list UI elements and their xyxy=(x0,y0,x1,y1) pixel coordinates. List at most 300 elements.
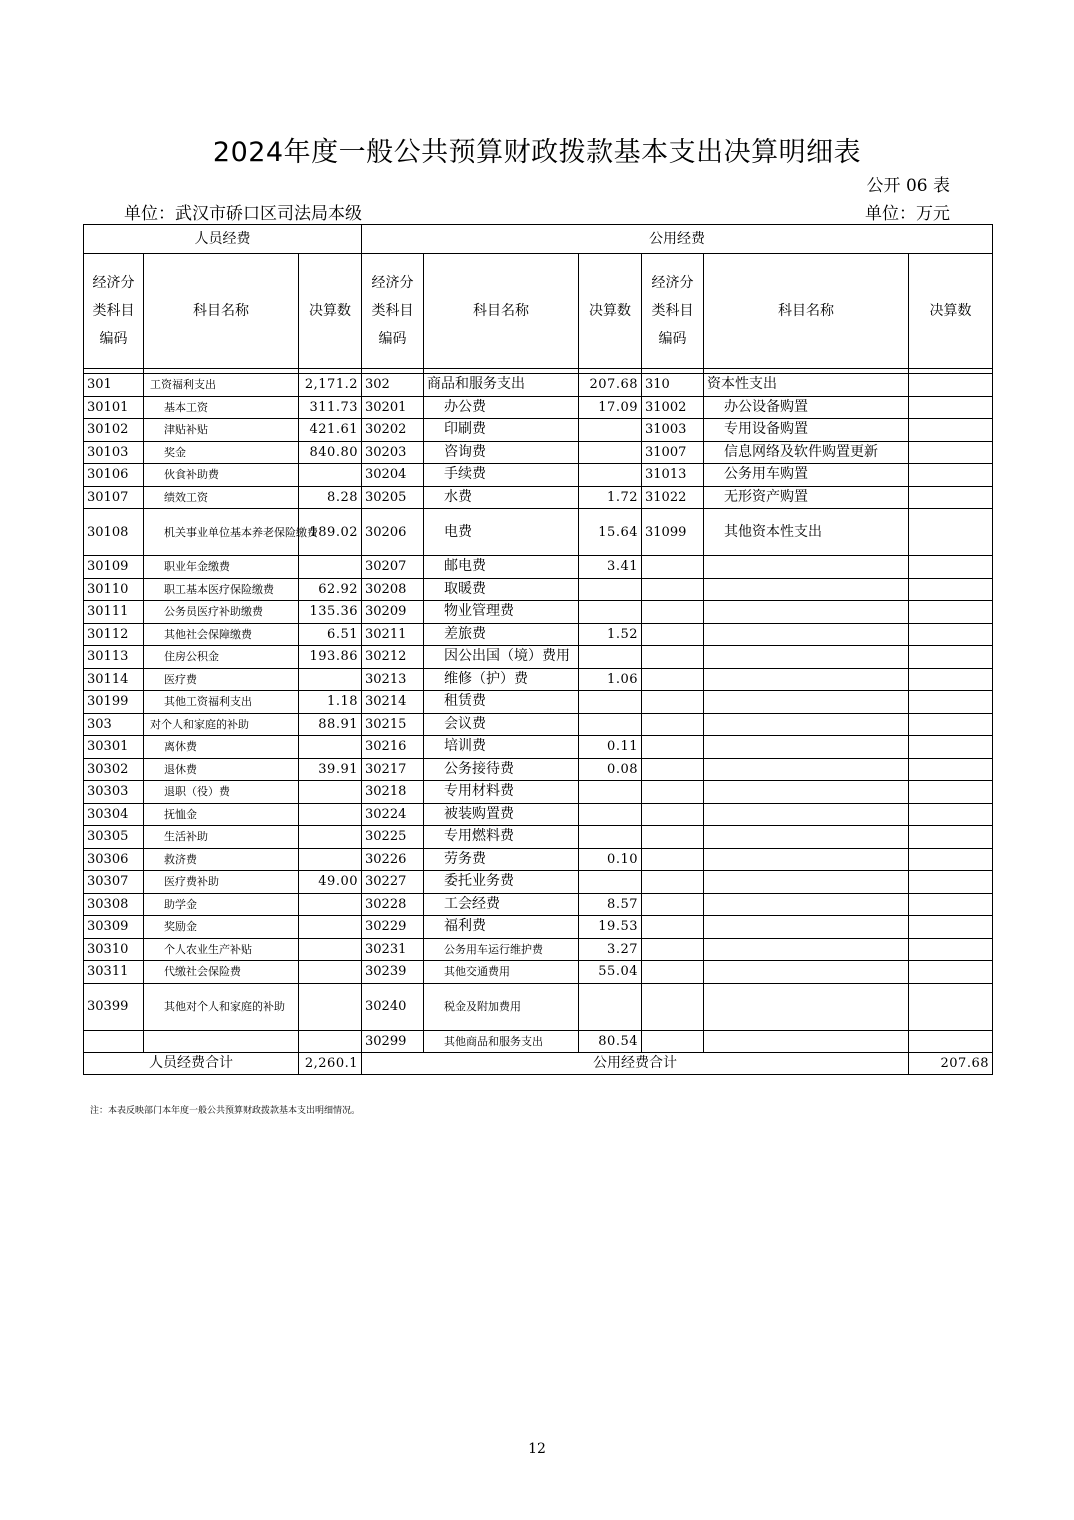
page-number: 12 xyxy=(528,1441,546,1457)
personnel-code-cell: 30311 xyxy=(84,961,144,984)
personnel-name-cell: 公务员医疗补助缴费 xyxy=(144,601,299,624)
personnel-name-cell: 代缴社会保险费 xyxy=(144,961,299,984)
public-amount-cell xyxy=(579,441,642,464)
public-amount-cell: 0.08 xyxy=(579,758,642,781)
capital-name-cell xyxy=(704,668,909,691)
personnel-amount-cell xyxy=(299,938,362,961)
capital-name-cell xyxy=(704,623,909,646)
capital-code-cell xyxy=(642,1030,704,1053)
public-total-value: 207.68 xyxy=(909,1053,993,1075)
personnel-name-cell: 离休费 xyxy=(144,736,299,759)
public-code-cell: 30205 xyxy=(362,486,424,509)
public-amount-cell xyxy=(579,781,642,804)
public-code-cell: 30239 xyxy=(362,961,424,984)
personnel-amount-cell xyxy=(299,961,362,984)
table-row xyxy=(84,758,993,781)
form-number: 公开 06 表 xyxy=(866,176,950,196)
capital-amount-cell xyxy=(909,668,993,691)
personnel-code-cell: 30301 xyxy=(84,736,144,759)
public-name-cell: 租赁费 xyxy=(424,691,579,714)
personnel-amount-cell: 39.91 xyxy=(299,758,362,781)
table-row xyxy=(84,938,993,961)
public-amount-cell xyxy=(579,871,642,894)
public-code-cell: 30214 xyxy=(362,691,424,714)
capital-code-cell xyxy=(642,916,704,939)
capital-amount-cell xyxy=(909,1030,993,1053)
capital-code-cell xyxy=(642,578,704,601)
public-amount-cell xyxy=(579,803,642,826)
organization-unit: 单位：武汉市硚口区司法局本级 xyxy=(124,204,362,224)
personnel-code-cell: 30307 xyxy=(84,871,144,894)
public-code-cell: 30208 xyxy=(362,578,424,601)
capital-code-cell xyxy=(642,803,704,826)
public-name-cell: 公务用车运行维护费 xyxy=(424,938,579,961)
personnel-amount-cell: 6.51 xyxy=(299,623,362,646)
capital-code-cell xyxy=(642,668,704,691)
totals-row xyxy=(84,1053,993,1075)
personnel-amount-cell xyxy=(299,983,362,1030)
public-amount-cell: 1.72 xyxy=(579,486,642,509)
capital-code-cell xyxy=(642,871,704,894)
capital-amount-cell xyxy=(909,803,993,826)
public-amount-cell xyxy=(579,713,642,736)
capital-name-cell xyxy=(704,826,909,849)
public-code-cell: 30213 xyxy=(362,668,424,691)
amount-header: 决算数 xyxy=(909,254,993,369)
public-name-cell: 税金及附加费用 xyxy=(424,983,579,1030)
public-name-cell: 专用燃料费 xyxy=(424,826,579,849)
capital-name-cell xyxy=(704,893,909,916)
table-row xyxy=(84,848,993,871)
capital-name-cell xyxy=(704,871,909,894)
capital-amount-cell xyxy=(909,938,993,961)
capital-amount-cell xyxy=(909,848,993,871)
public-name-cell: 公务接待费 xyxy=(424,758,579,781)
public-name-cell: 工会经费 xyxy=(424,893,579,916)
personnel-amount-cell xyxy=(299,781,362,804)
table-row xyxy=(84,374,993,397)
personnel-code-cell: 30309 xyxy=(84,916,144,939)
public-amount-cell: 1.52 xyxy=(579,623,642,646)
capital-code-cell xyxy=(642,623,704,646)
capital-name-cell xyxy=(704,916,909,939)
capital-code-cell xyxy=(642,713,704,736)
public-code-cell: 30240 xyxy=(362,983,424,1030)
capital-code-cell xyxy=(642,736,704,759)
table-row xyxy=(84,396,993,419)
capital-code-cell xyxy=(642,826,704,849)
public-name-cell: 水费 xyxy=(424,486,579,509)
code-header: 经济分类科目编码 xyxy=(642,254,704,369)
public-code-cell: 30212 xyxy=(362,646,424,669)
capital-name-cell: 公务用车购置 xyxy=(704,464,909,487)
capital-amount-cell xyxy=(909,441,993,464)
table-row xyxy=(84,646,993,669)
capital-amount-cell xyxy=(909,758,993,781)
public-code-cell: 30207 xyxy=(362,556,424,579)
public-amount-cell xyxy=(579,691,642,714)
personnel-name-cell: 工资福利支出 xyxy=(144,374,299,397)
capital-name-cell xyxy=(704,983,909,1030)
capital-amount-cell xyxy=(909,826,993,849)
public-code-cell: 30231 xyxy=(362,938,424,961)
personnel-name-cell: 医疗费 xyxy=(144,668,299,691)
table-row xyxy=(84,713,993,736)
personnel-name-cell: 其他对个人和家庭的补助 xyxy=(144,983,299,1030)
capital-name-cell xyxy=(704,1030,909,1053)
personnel-name-cell xyxy=(144,1030,299,1053)
public-amount-cell: 15.64 xyxy=(579,509,642,556)
personnel-code-cell: 30108 xyxy=(84,509,144,556)
capital-amount-cell xyxy=(909,713,993,736)
table-row xyxy=(84,983,993,1030)
personnel-name-cell: 退职（役）费 xyxy=(144,781,299,804)
public-code-cell: 30209 xyxy=(362,601,424,624)
public-name-cell: 维修（护）费 xyxy=(424,668,579,691)
public-code-cell: 30211 xyxy=(362,623,424,646)
personnel-name-cell: 奖励金 xyxy=(144,916,299,939)
personnel-code-cell: 30308 xyxy=(84,893,144,916)
capital-amount-cell xyxy=(909,374,993,397)
capital-name-cell: 信息网络及软件购置更新 xyxy=(704,441,909,464)
personnel-amount-cell: 88.91 xyxy=(299,713,362,736)
public-code-cell: 30224 xyxy=(362,803,424,826)
personnel-total-value: 2,260.1 xyxy=(299,1053,362,1075)
capital-code-cell xyxy=(642,848,704,871)
capital-amount-cell xyxy=(909,736,993,759)
capital-name-cell: 专用设备购置 xyxy=(704,419,909,442)
capital-code-cell xyxy=(642,983,704,1030)
capital-amount-cell xyxy=(909,419,993,442)
public-name-cell: 邮电费 xyxy=(424,556,579,579)
personnel-amount-cell: 1.18 xyxy=(299,691,362,714)
capital-amount-cell xyxy=(909,578,993,601)
public-code-cell: 30225 xyxy=(362,826,424,849)
personnel-code-cell: 30114 xyxy=(84,668,144,691)
public-amount-cell xyxy=(579,419,642,442)
personnel-amount-cell: 421.61 xyxy=(299,419,362,442)
capital-amount-cell xyxy=(909,691,993,714)
name-header: 科目名称 xyxy=(704,254,909,369)
personnel-amount-cell: 49.00 xyxy=(299,871,362,894)
personnel-name-cell: 生活补助 xyxy=(144,826,299,849)
table-row xyxy=(84,509,993,556)
expenditure-table xyxy=(83,224,993,1075)
footnote: 注：本表反映部门本年度一般公共预算财政拨款基本支出明细情况。 xyxy=(90,1106,361,1116)
public-code-cell: 302 xyxy=(362,374,424,397)
personnel-amount-cell: 135.36 xyxy=(299,601,362,624)
public-name-cell: 咨询费 xyxy=(424,441,579,464)
personnel-name-cell: 机关事业单位基本养老保险缴费 xyxy=(144,509,299,556)
capital-amount-cell xyxy=(909,893,993,916)
personnel-amount-cell: 311.73 xyxy=(299,396,362,419)
code-header: 经济分类科目编码 xyxy=(362,254,424,369)
public-amount-cell xyxy=(579,646,642,669)
name-header: 科目名称 xyxy=(424,254,579,369)
public-amount-cell xyxy=(579,464,642,487)
public-amount-cell: 3.41 xyxy=(579,556,642,579)
personnel-name-cell: 助学金 xyxy=(144,893,299,916)
personnel-code-cell: 30310 xyxy=(84,938,144,961)
table-row xyxy=(84,578,993,601)
personnel-code-cell: 30304 xyxy=(84,803,144,826)
public-code-cell: 30218 xyxy=(362,781,424,804)
personnel-name-cell: 其他社会保障缴费 xyxy=(144,623,299,646)
personnel-code-cell: 30112 xyxy=(84,623,144,646)
public-amount-cell: 3.27 xyxy=(579,938,642,961)
public-amount-cell xyxy=(579,826,642,849)
public-code-cell: 30215 xyxy=(362,713,424,736)
table-row xyxy=(84,441,993,464)
public-code-cell: 30216 xyxy=(362,736,424,759)
table-row xyxy=(84,916,993,939)
personnel-amount-cell xyxy=(299,916,362,939)
personnel-name-cell: 退休费 xyxy=(144,758,299,781)
public-name-cell: 因公出国（境）费用 xyxy=(424,646,579,669)
capital-name-cell: 资本性支出 xyxy=(704,374,909,397)
capital-name-cell xyxy=(704,601,909,624)
personnel-name-cell: 个人农业生产补贴 xyxy=(144,938,299,961)
table-row xyxy=(84,556,993,579)
table-row xyxy=(84,826,993,849)
personnel-name-cell: 住房公积金 xyxy=(144,646,299,669)
public-name-cell: 办公费 xyxy=(424,396,579,419)
table-row xyxy=(84,419,993,442)
capital-code-cell: 31013 xyxy=(642,464,704,487)
public-section-header: 公用经费 xyxy=(362,225,993,254)
capital-name-cell xyxy=(704,848,909,871)
personnel-section-header: 人员经费 xyxy=(84,225,362,254)
public-code-cell: 30227 xyxy=(362,871,424,894)
table-row xyxy=(84,668,993,691)
personnel-amount-cell xyxy=(299,464,362,487)
table-row xyxy=(84,1030,993,1053)
public-code-cell: 30229 xyxy=(362,916,424,939)
capital-name-cell xyxy=(704,646,909,669)
personnel-code-cell: 30110 xyxy=(84,578,144,601)
capital-name-cell xyxy=(704,781,909,804)
capital-amount-cell xyxy=(909,871,993,894)
capital-name-cell: 其他资本性支出 xyxy=(704,509,909,556)
name-header: 科目名称 xyxy=(144,254,299,369)
public-name-cell: 被装购置费 xyxy=(424,803,579,826)
amount-header: 决算数 xyxy=(579,254,642,369)
personnel-amount-cell: 8.28 xyxy=(299,486,362,509)
capital-code-cell xyxy=(642,961,704,984)
public-name-cell: 其他商品和服务支出 xyxy=(424,1030,579,1053)
public-name-cell: 福利费 xyxy=(424,916,579,939)
capital-code-cell xyxy=(642,758,704,781)
table-row xyxy=(84,623,993,646)
capital-amount-cell xyxy=(909,601,993,624)
public-name-cell: 手续费 xyxy=(424,464,579,487)
personnel-name-cell: 绩效工资 xyxy=(144,486,299,509)
capital-code-cell xyxy=(642,556,704,579)
personnel-code-cell: 30101 xyxy=(84,396,144,419)
capital-name-cell xyxy=(704,938,909,961)
personnel-name-cell: 对个人和家庭的补助 xyxy=(144,713,299,736)
personnel-amount-cell xyxy=(299,556,362,579)
public-name-cell: 委托业务费 xyxy=(424,871,579,894)
capital-code-cell xyxy=(642,938,704,961)
capital-code-cell xyxy=(642,691,704,714)
personnel-name-cell: 伙食补助费 xyxy=(144,464,299,487)
public-name-cell: 会议费 xyxy=(424,713,579,736)
capital-code-cell xyxy=(642,893,704,916)
personnel-amount-cell: 193.86 xyxy=(299,646,362,669)
capital-name-cell xyxy=(704,691,909,714)
personnel-amount-cell: 2,171.2 xyxy=(299,374,362,397)
personnel-amount-cell xyxy=(299,826,362,849)
capital-code-cell xyxy=(642,601,704,624)
public-amount-cell: 55.04 xyxy=(579,961,642,984)
public-amount-cell xyxy=(579,578,642,601)
capital-amount-cell xyxy=(909,961,993,984)
personnel-total-label: 人员经费合计 xyxy=(84,1053,299,1075)
personnel-code-cell: 30111 xyxy=(84,601,144,624)
personnel-amount-cell: 189.02 xyxy=(299,509,362,556)
table-row xyxy=(84,464,993,487)
personnel-code-cell: 30302 xyxy=(84,758,144,781)
column-header-row xyxy=(84,254,993,369)
capital-amount-cell xyxy=(909,623,993,646)
capital-amount-cell xyxy=(909,916,993,939)
capital-name-cell xyxy=(704,578,909,601)
personnel-code-cell xyxy=(84,1030,144,1053)
personnel-amount-cell xyxy=(299,1030,362,1053)
personnel-name-cell: 抚恤金 xyxy=(144,803,299,826)
personnel-amount-cell xyxy=(299,893,362,916)
personnel-code-cell: 30107 xyxy=(84,486,144,509)
personnel-code-cell: 303 xyxy=(84,713,144,736)
currency-unit: 单位：万元 xyxy=(865,204,950,224)
public-amount-cell: 207.68 xyxy=(579,374,642,397)
public-code-cell: 30228 xyxy=(362,893,424,916)
public-name-cell: 印刷费 xyxy=(424,419,579,442)
table-row xyxy=(84,871,993,894)
public-code-cell: 30203 xyxy=(362,441,424,464)
capital-name-cell xyxy=(704,758,909,781)
public-code-cell: 30217 xyxy=(362,758,424,781)
capital-amount-cell xyxy=(909,486,993,509)
public-amount-cell: 0.10 xyxy=(579,848,642,871)
personnel-name-cell: 奖金 xyxy=(144,441,299,464)
section-header-row xyxy=(84,225,993,254)
capital-code-cell: 31007 xyxy=(642,441,704,464)
personnel-amount-cell: 840.80 xyxy=(299,441,362,464)
personnel-name-cell: 救济费 xyxy=(144,848,299,871)
public-total-label: 公用经费合计 xyxy=(362,1053,909,1075)
table-row xyxy=(84,893,993,916)
table-row xyxy=(84,803,993,826)
public-amount-cell: 1.06 xyxy=(579,668,642,691)
capital-amount-cell xyxy=(909,781,993,804)
public-amount-cell xyxy=(579,983,642,1030)
table-row xyxy=(84,736,993,759)
capital-name-cell: 无形资产购置 xyxy=(704,486,909,509)
public-name-cell: 物业管理费 xyxy=(424,601,579,624)
capital-code-cell: 310 xyxy=(642,374,704,397)
table-row xyxy=(84,691,993,714)
capital-code-cell: 31003 xyxy=(642,419,704,442)
personnel-name-cell: 职工基本医疗保险缴费 xyxy=(144,578,299,601)
personnel-name-cell: 津贴补贴 xyxy=(144,419,299,442)
personnel-code-cell: 30199 xyxy=(84,691,144,714)
capital-amount-cell xyxy=(909,646,993,669)
capital-name-cell xyxy=(704,736,909,759)
public-code-cell: 30202 xyxy=(362,419,424,442)
personnel-amount-cell xyxy=(299,803,362,826)
public-code-cell: 30299 xyxy=(362,1030,424,1053)
personnel-code-cell: 30106 xyxy=(84,464,144,487)
public-name-cell: 商品和服务支出 xyxy=(424,374,579,397)
table-row xyxy=(84,601,993,624)
personnel-code-cell: 301 xyxy=(84,374,144,397)
capital-name-cell xyxy=(704,961,909,984)
capital-amount-cell xyxy=(909,464,993,487)
capital-name-cell xyxy=(704,803,909,826)
public-amount-cell xyxy=(579,601,642,624)
personnel-name-cell: 基本工资 xyxy=(144,396,299,419)
public-amount-cell: 80.54 xyxy=(579,1030,642,1053)
personnel-name-cell: 职业年金缴费 xyxy=(144,556,299,579)
public-name-cell: 其他交通费用 xyxy=(424,961,579,984)
capital-code-cell xyxy=(642,646,704,669)
code-header: 经济分类科目编码 xyxy=(84,254,144,369)
table-row xyxy=(84,486,993,509)
personnel-code-cell: 30399 xyxy=(84,983,144,1030)
amount-header: 决算数 xyxy=(299,254,362,369)
public-amount-cell: 0.11 xyxy=(579,736,642,759)
personnel-code-cell: 30113 xyxy=(84,646,144,669)
personnel-code-cell: 30109 xyxy=(84,556,144,579)
capital-amount-cell xyxy=(909,556,993,579)
capital-code-cell xyxy=(642,781,704,804)
personnel-name-cell: 其他工资福利支出 xyxy=(144,691,299,714)
capital-amount-cell xyxy=(909,983,993,1030)
capital-amount-cell xyxy=(909,396,993,419)
capital-name-cell: 办公设备购置 xyxy=(704,396,909,419)
personnel-code-cell: 30103 xyxy=(84,441,144,464)
personnel-code-cell: 30306 xyxy=(84,848,144,871)
personnel-amount-cell: 62.92 xyxy=(299,578,362,601)
page-title: 2024年度一般公共预算财政拨款基本支出决算明细表 xyxy=(212,137,862,168)
public-amount-cell: 19.53 xyxy=(579,916,642,939)
public-name-cell: 差旅费 xyxy=(424,623,579,646)
capital-name-cell xyxy=(704,556,909,579)
table-row xyxy=(84,781,993,804)
public-code-cell: 30226 xyxy=(362,848,424,871)
personnel-amount-cell xyxy=(299,668,362,691)
capital-code-cell: 31002 xyxy=(642,396,704,419)
personnel-name-cell: 医疗费补助 xyxy=(144,871,299,894)
personnel-code-cell: 30305 xyxy=(84,826,144,849)
personnel-code-cell: 30303 xyxy=(84,781,144,804)
table-row xyxy=(84,961,993,984)
public-name-cell: 电费 xyxy=(424,509,579,556)
public-name-cell: 取暖费 xyxy=(424,578,579,601)
capital-code-cell: 31099 xyxy=(642,509,704,556)
public-code-cell: 30201 xyxy=(362,396,424,419)
capital-name-cell xyxy=(704,713,909,736)
public-name-cell: 专用材料费 xyxy=(424,781,579,804)
public-code-cell: 30206 xyxy=(362,509,424,556)
capital-amount-cell xyxy=(909,509,993,556)
public-name-cell: 培训费 xyxy=(424,736,579,759)
personnel-amount-cell xyxy=(299,848,362,871)
personnel-code-cell: 30102 xyxy=(84,419,144,442)
personnel-amount-cell xyxy=(299,736,362,759)
